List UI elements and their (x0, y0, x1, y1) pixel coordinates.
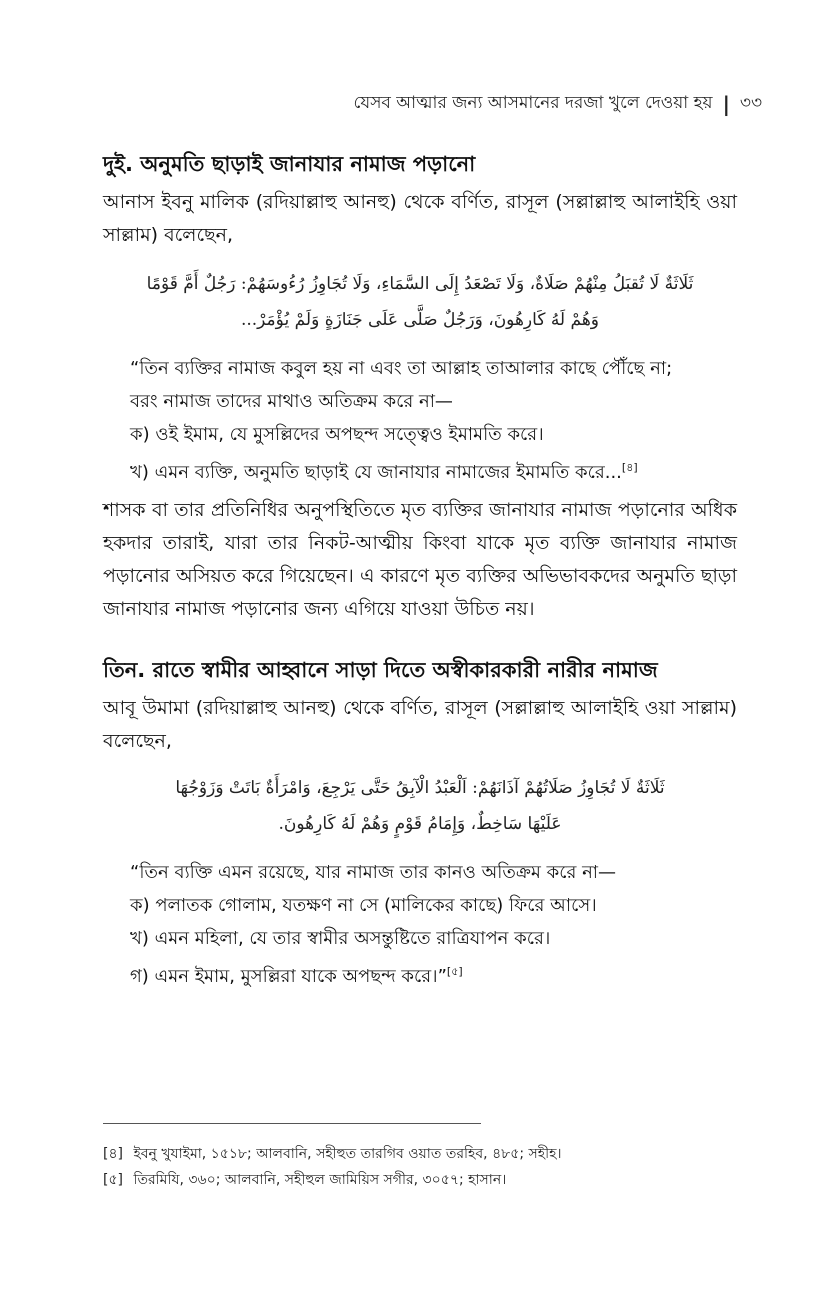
page-number: ৩৩ (739, 93, 762, 113)
list-item: খ) এমন মহিলা, যে তার স্বামীর অসন্তুষ্টিতে রাত্রিযাপন করে। (130, 928, 551, 949)
footnote-ref: [৪] (621, 461, 638, 474)
arabic-hadith-line: عَلَيْهَا سَاخِطٌ، وَإِمَامُ قَوْمٍ وَهُمْ لَهُ كَارِهُونَ. (278, 814, 562, 834)
section-two-heading: দুই. অনুমতি ছাড়াই জানাযার নামাজ পড়ানো (103, 152, 476, 176)
section-two (103, 150, 737, 252)
translation-line: বরং নামাজ তাদের মাথাও অতিক্রম করে না— (130, 391, 453, 412)
section-three-heading: তিন. রাতে স্বামীর আহ্বানে সাড়া দিতে অস্বীকারকারী নারীর নামাজ (103, 658, 658, 682)
running-title: যেসব আত্মার জন্য আসমানের দরজা খুলে দেওয়া হয় (353, 93, 713, 113)
footnote-text: তিরমিযি, ৩৬০; আলবানি, সহীহুল জামিয়িস সগীর, ৩০৫৭; হাসান। (133, 1172, 507, 1188)
list-item: ক) ওই ইমাম, যে মুসল্লিদের অপছন্দ সত্ত্বেও ইমামতি করে। (130, 424, 544, 445)
section-two-explanation-block (103, 494, 737, 626)
section-three-translation (130, 856, 730, 993)
translation-line: “তিন ব্যক্তির নামাজ কবুল হয় না এবং তা আল্লাহ তাআলার কাছে পৌঁছে না; (130, 358, 673, 379)
footnote-marker: [৪] (103, 1146, 124, 1162)
footnote-text: ইবনু খুযাইমা, ১৫১৮; আলবানি, সহীহুত তারগিব ওয়াত তরহিব, ৪৮৫; সহীহ। (133, 1146, 562, 1162)
footnote (103, 1142, 561, 1166)
list-item: খ) এমন ব্যক্তি, অনুমতি ছাড়াই যে জানাযার নামাজের ইমামতি করে...[৪] (130, 461, 638, 483)
section-two-intro: আনাস ইবনু মালিক (রদিয়াল্লাহু আনহু) থেকে বর্ণিত, রাসূল (সল্লাল্লাহু আলাইহি ওয়া সাল্লাম) বলেছেন, (103, 191, 737, 246)
section-three-intro: আবূ উমামা (রদিয়াল্লাহু আনহু) থেকে বর্ণিত, রাসূল (সল্লাল্লাহু আলাইহি ওয়া সাল্লাম) বলেছেন, (103, 697, 737, 752)
section-two-arabic (103, 266, 737, 338)
list-item: গ) এমন ইমাম, মুসল্লিরা যাকে অপছন্দ করে।”[৫] (130, 965, 463, 987)
list-item: ক) পলাতক গোলাম, যতক্ষণ না সে (মালিকের কাছে) ফিরে আসে। (130, 895, 597, 916)
footnote-ref: [৫] (446, 965, 463, 978)
translation-line: “তিন ব্যক্তি এমন রয়েছে, যার নামাজ তার কানও অতিক্রম করে না— (130, 862, 617, 883)
arabic-hadith-line: وَهُمْ لَهُ كَارِهُونَ، وَرَجُلٌ صَلَّى عَلَى جَنَازَةٍ وَلَمْ يُؤْمَرْ... (240, 310, 600, 330)
section-two-explanation: শাসক বা তার প্রতিনিধির অনুপস্থিতিতে মৃত ব্যক্তির জানাযার নামাজ পড়ানোর অধিক হকদার তারাই, যারা তার নিকট-আত্মীয় কিংবা যাকে মৃত ব্যক্তি জানাযার নামাজ পড়ানোর অসিয়ত করে গিয়েছেন। এ কারণে মৃত ব্যক্তির অভিভাবকদের অনুমতি ছাড়া জানাযার নামাজ পড়ানোর জন্য এগিয়ে যাওয়া উচিত নয়। (103, 499, 737, 620)
footnote-divider (103, 1123, 481, 1124)
arabic-hadith-line: ثَلَاثَةٌ لَا تُجَاوِزُ صَلَاتُهُمْ آذَانَهُمْ: اَلْعَبْدُ الْآبِقُ حَتَّى يَرْجِعَ، وَامْرَأَةٌ بَاتَتْ وَزَوْجُهَا (175, 778, 665, 798)
section-two-translation (130, 352, 730, 489)
footnote (103, 1168, 506, 1192)
footnote-marker: [৫] (103, 1172, 124, 1188)
header-separator: | (722, 92, 730, 116)
section-three (103, 656, 737, 758)
running-header (354, 90, 762, 118)
arabic-hadith-line: ثَلَاثَةٌ لَا تُقبَلُ مِنْهُمْ صَلَاةٌ، وَلَا تَصْعَدُ إِلَى السَّمَاءِ، وَلَا تُجَاوِزُ رُءُوسَهُمْ: رَجُلٌ أَمَّ قَوْمًا (146, 274, 694, 294)
section-three-arabic (103, 770, 737, 842)
